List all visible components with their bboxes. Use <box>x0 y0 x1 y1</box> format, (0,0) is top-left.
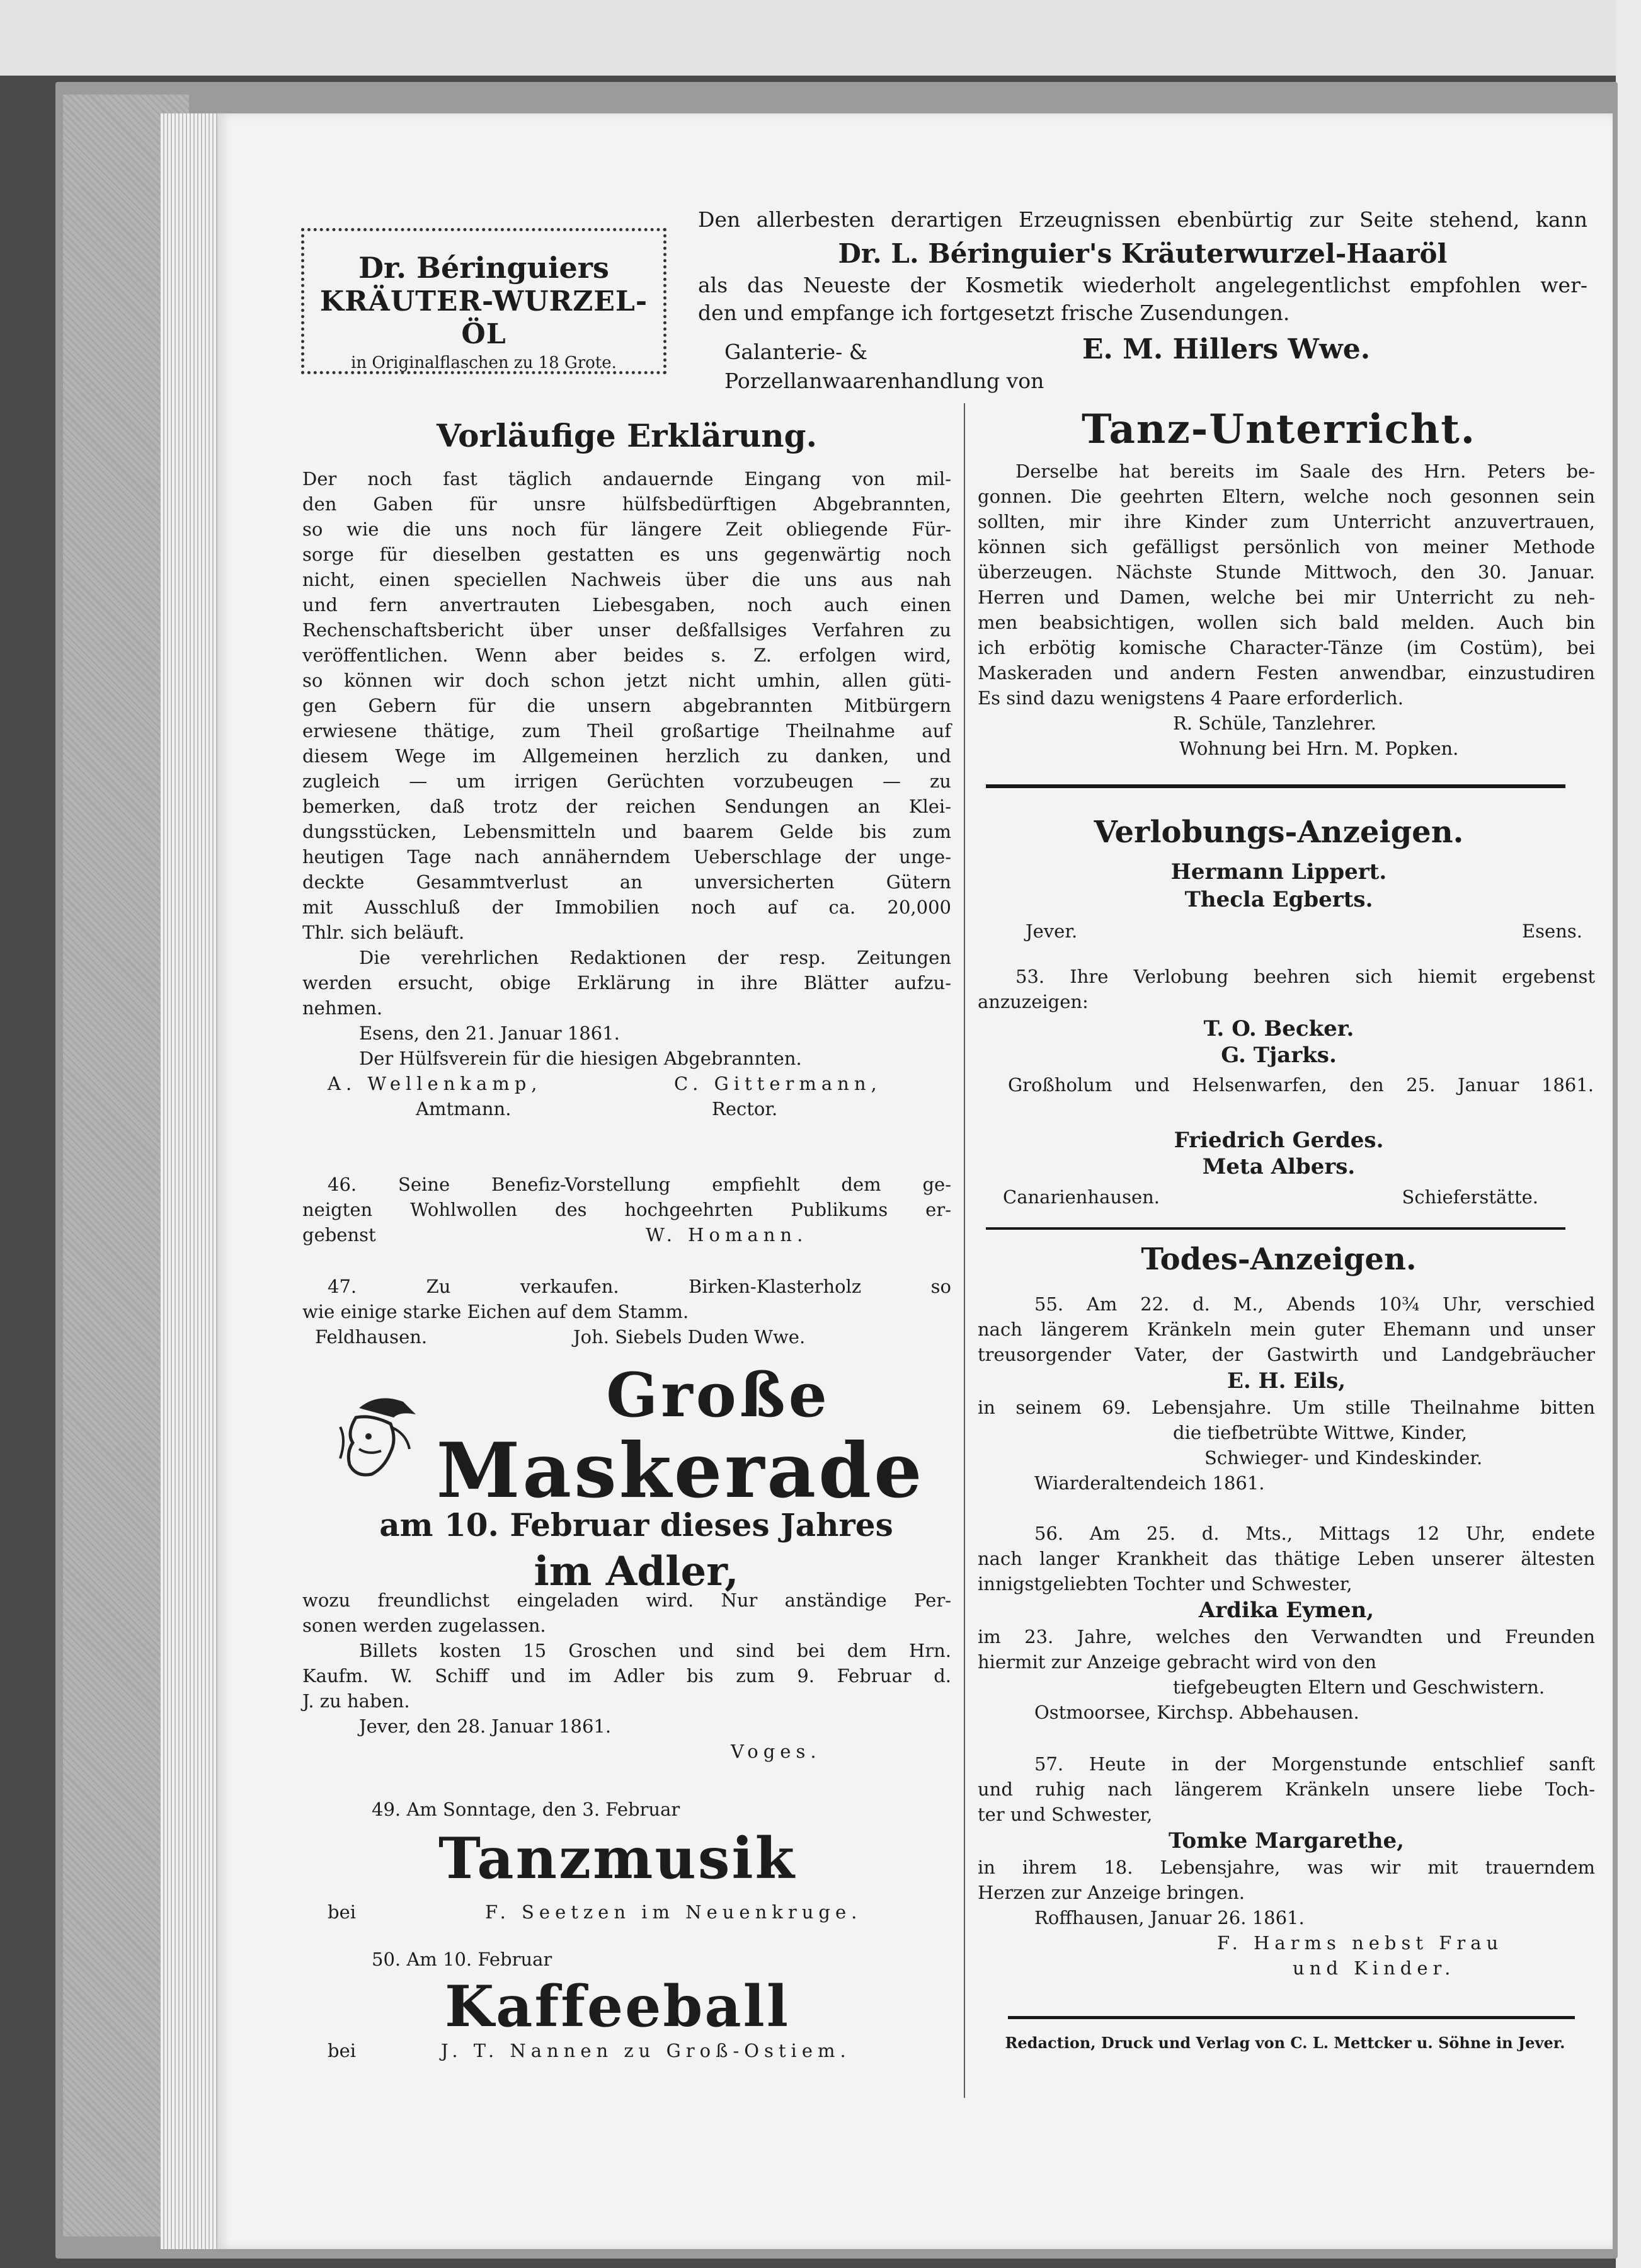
text-line: erwiesene thätige, zum Theil großartige Theilnahme auf <box>302 720 951 742</box>
text-line: J. zu haben. <box>302 1690 410 1712</box>
text-line: diesem Wege im Allgemeinen herzlich zu danken, und <box>302 745 951 767</box>
ad-49-venue <box>328 1899 951 1925</box>
column-divider <box>964 403 965 2098</box>
scan-background-top <box>0 0 1641 76</box>
maskerade-date: am 10. Februar dieses Jahres <box>379 1506 893 1544</box>
text-line: tiefgebeugten Eltern und Geschwistern. <box>1173 1676 1545 1698</box>
text-line: Schieferstätte. <box>1402 1186 1538 1208</box>
frame-note: in Originalflaschen zu 18 Grote. <box>351 353 617 372</box>
signature-schuele: R. Schüle, Tanzlehrer. <box>1173 713 1376 734</box>
deceased-eymen: Ardika Eymen, <box>1198 1598 1375 1623</box>
ad-50-line: 50. Am 10. Februar <box>372 1949 552 1970</box>
signature-wellenkamp: A. Wellenkamp, <box>328 1073 542 1094</box>
verlobung-3-name-1: Friedrich Gerdes. <box>1174 1128 1384 1153</box>
text-line: Schwieger- und Kindeskinder. <box>1204 1447 1483 1469</box>
ad-47 <box>302 1274 951 1349</box>
text-line: und ruhig nach längerem Kränkeln unsere liebe Toch- <box>978 1778 1595 1800</box>
maskerade-date-line: Jever, den 28. Januar 1861. <box>359 1715 612 1737</box>
title-rector: Rector. <box>712 1098 778 1120</box>
maskerade-venue: im Adler, <box>534 1548 739 1595</box>
signature-homann: W. Homann. <box>646 1224 808 1246</box>
hair-oil-text-4: den und empfange ich fortgesetzt frische Zusendungen. <box>698 301 1290 325</box>
signature-kinder: und Kinder. <box>1293 1957 1456 1979</box>
todes-56 <box>978 1521 1595 1725</box>
imprint: Redaction, Druck und Verlag von C. L. Mettcker u. Söhne in Jever. <box>1005 2034 1565 2052</box>
text-line: ter und Schwester, <box>978 1804 1153 1825</box>
text-line: mit Ausschluß der Immobilien noch auf ca. 20,000 <box>302 896 951 918</box>
hair-oil-text-3: als das Neueste der Kosmetik wiederholt angelegentlichst empfohlen wer- <box>698 273 1587 297</box>
todes-55 <box>978 1292 1595 1496</box>
text-line: hiermit zur Anzeige gebracht wird von den <box>978 1651 1377 1673</box>
text-line: Roffhausen, Januar 26. 1861. <box>1034 1907 1305 1928</box>
todes-title: Todes-Anzeigen. <box>1141 1242 1417 1277</box>
text-line: deckte Gesammtverlust an unversicherten Gütern <box>302 871 951 893</box>
text-line: gonnen. Die geehrten Eltern, welche noch gesonnen sein <box>978 486 1595 507</box>
frame-product: KRÄUTER-WURZEL-ÖL <box>319 285 648 350</box>
hair-oil-product-name: Dr. L. Béringuier's Kräuterwurzel-Haaröl <box>838 238 1448 269</box>
text-line: men beabsichtigen, wollen sich bald melden. Auch bin <box>978 612 1595 633</box>
scan-background-right <box>1616 0 1641 2268</box>
text-line: Thlr. sich beläuft. <box>302 922 465 943</box>
text-line: nach längerem Kränkeln mein guter Ehemann und unser <box>978 1319 1595 1340</box>
tanz-address: Wohnung bei Hrn. M. Popken. <box>1179 738 1459 759</box>
hilfsverein-name: Der Hülfsverein für die hiesigen Abgebrannten. <box>359 1048 802 1069</box>
tanz-unterricht-title: Tanz-Unterricht. <box>1081 406 1477 453</box>
text-line: 46. Seine Benefiz-Vorstellung empfiehlt dem ge- <box>328 1174 951 1195</box>
text-line: Ostmoorsee, Kirchsp. Abbehausen. <box>1034 1702 1359 1723</box>
divider-rule <box>986 1227 1565 1230</box>
ad-50-venue <box>328 2038 951 2063</box>
text-line: ich erbötig komische Character-Tänze (im Costüm), bei <box>978 637 1595 658</box>
tanzmusik-title: Tanzmusik <box>438 1825 797 1892</box>
text-line: wie einige starke Eichen auf dem Stamm. <box>302 1301 689 1322</box>
text-line: 56. Am 25. d. Mts., Mittags 12 Uhr, endete <box>1034 1523 1595 1544</box>
text-line: Der noch fast täglich andauernde Eingang von mil- <box>302 468 951 490</box>
maskerade-title-2: Maskerade <box>436 1426 925 1515</box>
signature-voges: Voges. <box>731 1741 821 1762</box>
erklaerung-title: Vorläufige Erklärung. <box>436 417 818 454</box>
text-line: Jever. <box>1026 920 1078 942</box>
title-amtmann: Amtmann. <box>416 1098 512 1120</box>
verlobung-1-name-1: Hermann Lippert. <box>1170 859 1387 885</box>
deceased-eils: E. H. Eils, <box>1226 1368 1346 1394</box>
verlobung-2-name-2: G. Tjarks. <box>1221 1043 1337 1068</box>
verlobung-1-name-2: Thecla Egberts. <box>1184 887 1373 912</box>
maskerade-title-1: Große <box>606 1360 830 1431</box>
signature-harms: F. Harms nebst Frau <box>1217 1932 1504 1954</box>
hair-oil-text-1: Den allerbesten derartigen Erzeugnissen ebenbürtig zur Seite stehend, kann <box>698 207 1587 232</box>
text-line: wozu freundlichst eingeladen wird. Nur anständige Per- <box>302 1589 951 1611</box>
divider-rule <box>986 784 1565 788</box>
text-line: Canarienhausen. <box>1003 1186 1160 1208</box>
text-line: veröffentlichen. Wenn aber beides s. Z. erfolgen wird, <box>302 644 951 666</box>
text-line: J. T. Nannen zu Groß-Ostiem. <box>441 2040 851 2061</box>
text-line: dungsstücken, Lebensmitteln und baarem Gelde bis zum <box>302 821 951 842</box>
text-line: Feldhausen. <box>315 1326 428 1348</box>
text-line: treusorgender Vater, der Gastwirth und Landgebräucher <box>978 1344 1595 1365</box>
text-line: Esens. <box>1522 920 1582 942</box>
text-line: zugleich — um irrigen Gerüchten vorzubeugen — zu <box>302 770 951 792</box>
hair-oil-shop-name: E. M. Hillers Wwe. <box>1082 333 1371 365</box>
text-line: die tiefbetrübte Wittwe, Kinder, <box>1173 1422 1468 1443</box>
verlobung-2-name-1: T. O. Becker. <box>1203 1016 1354 1041</box>
erklaerung-body <box>302 466 951 1121</box>
verlobung-title: Verlobungs-Anzeigen. <box>1094 815 1464 850</box>
text-line: in seinem 69. Lebensjahre. Um stille Theilnahme bitten <box>978 1397 1595 1418</box>
text-line: gen Gebern für die unsern abgebrannten Mitbürgern <box>302 695 951 716</box>
todes-57 <box>978 1751 1595 1981</box>
text-line: 47. Zu verkaufen. Birken-Klasterholz so <box>328 1276 951 1297</box>
text-line: überzeugen. Nächste Stunde Mittwoch, den 30. Januar. <box>978 561 1595 583</box>
text-line: Billets kosten 15 Groschen und sind bei dem Hrn. <box>359 1640 951 1661</box>
text-line: und fern anvertrauten Liebesgaben, noch auch einen <box>302 594 951 616</box>
text-line: Es sind dazu wenigstens 4 Paare erforderlich. <box>978 687 1404 709</box>
text-line: Wiarderaltendeich 1861. <box>1034 1472 1265 1494</box>
text-line: nicht, einen speciellen Nachweis über die uns aus nah <box>302 569 951 590</box>
text-line: neigten Wohlwollen des hochgeehrten Publikums er- <box>302 1199 951 1220</box>
text-line: bemerken, daß trotz der reichen Sendungen an Klei- <box>302 796 951 817</box>
text-line: 55. Am 22. d. M., Abends 10¾ Uhr, verschied <box>1034 1293 1595 1315</box>
text-line: sollten, mir ihre Kinder zum Unterricht anzuvertrauen, <box>978 511 1595 532</box>
kaffeeball-title: Kaffeeball <box>444 1973 791 2040</box>
verlobung-2 <box>978 964 1595 1014</box>
text-line: im 23. Jahre, welches den Verwandten und Freunden <box>978 1626 1595 1647</box>
jester-face-icon <box>321 1389 428 1496</box>
text-line: Kaufm. W. Schiff und im Adler bis zum 9. Februar d. <box>302 1665 951 1687</box>
verlobung-2-place: Großholum und Helsenwarfen, den 25. Januar 1861. <box>1008 1074 1594 1096</box>
text-line: können sich gefälligst persönlich von meiner Methode <box>978 536 1595 558</box>
text-line: Herzen zur Anzeige bringen. <box>978 1882 1245 1903</box>
text-line: heutigen Tage nach annäherndem Ueberschlage der unge- <box>302 846 951 868</box>
frame-brand: Dr. Béringuiers <box>358 251 609 285</box>
text-line: so wie die uns noch für längere Zeit obliegende Für- <box>302 518 951 540</box>
maskerade-body <box>302 1588 951 1764</box>
text-line: nehmen. <box>302 997 383 1019</box>
signature-duden: Joh. Siebels Duden Wwe. <box>573 1326 806 1348</box>
verlobung-1-places <box>978 919 1595 944</box>
erklaerung-date: Esens, den 21. Januar 1861. <box>359 1022 620 1044</box>
verlobung-3-name-2: Meta Albers. <box>1202 1154 1356 1179</box>
text-line: sorge für dieselben gestatten es uns gegenwärtig noch <box>302 544 951 565</box>
text-line: den Gaben für unsre hülfsbedürftigen Abgebrannten, <box>302 493 951 515</box>
text-line: 57. Heute in der Morgenstunde entschlief sanft <box>1034 1753 1595 1775</box>
text-line: in ihrem 18. Lebensjahre, was wir mit trauerndem <box>978 1857 1595 1878</box>
text-line: Herren und Damen, welche bei mir Unterricht zu neh- <box>978 587 1595 608</box>
text-line: innigstgeliebten Tochter und Schwester, <box>978 1573 1352 1595</box>
text-line: so können wir doch schon jetzt nicht umhin, allen güti- <box>302 670 951 691</box>
tanz-unterricht-body <box>978 459 1595 761</box>
text-line: bei <box>328 1901 357 1923</box>
ad-49-line: 49. Am Sonntage, den 3. Februar <box>372 1799 680 1820</box>
text-line: Derselbe hat bereits im Saale des Hrn. Peters be- <box>1015 461 1595 482</box>
divider-rule <box>1008 2016 1575 2019</box>
text-line: bei <box>328 2040 357 2061</box>
text-line: anzuzeigen: <box>978 991 1089 1012</box>
ad-46 <box>302 1172 951 1247</box>
hair-oil-text-5: Galanterie- & Porzellanwaarenhandlung von <box>724 340 1044 393</box>
signature-gittermann: C. Gittermann, <box>674 1073 882 1094</box>
verlobung-3-places <box>978 1184 1595 1210</box>
page-edges <box>161 113 224 2249</box>
text-line: nach langer Krankheit das thätige Leben unserer ältesten <box>978 1548 1595 1569</box>
deceased-margarethe: Tomke Margarethe, <box>1169 1828 1404 1853</box>
text-line: Rechenschaftsbericht über unser deßfallsiges Verfahren zu <box>302 619 951 641</box>
hair-oil-frame <box>301 228 666 374</box>
text-line: sonen werden zugelassen. <box>302 1615 546 1636</box>
text-line: werden ersucht, obige Erklärung in ihre Blätter aufzu- <box>302 972 951 994</box>
text-line: F. Seetzen im Neuenkruge. <box>485 1901 862 1923</box>
text-line: Maskeraden und andern Festen anwendbar, einzustudiren <box>978 662 1595 684</box>
text-line: Die verehrlichen Redaktionen der resp. Zeitungen <box>359 947 951 968</box>
text-line: gebenst <box>302 1224 376 1246</box>
text-line: 53. Ihre Verlobung beehren sich hiemit ergebenst <box>1015 966 1595 987</box>
